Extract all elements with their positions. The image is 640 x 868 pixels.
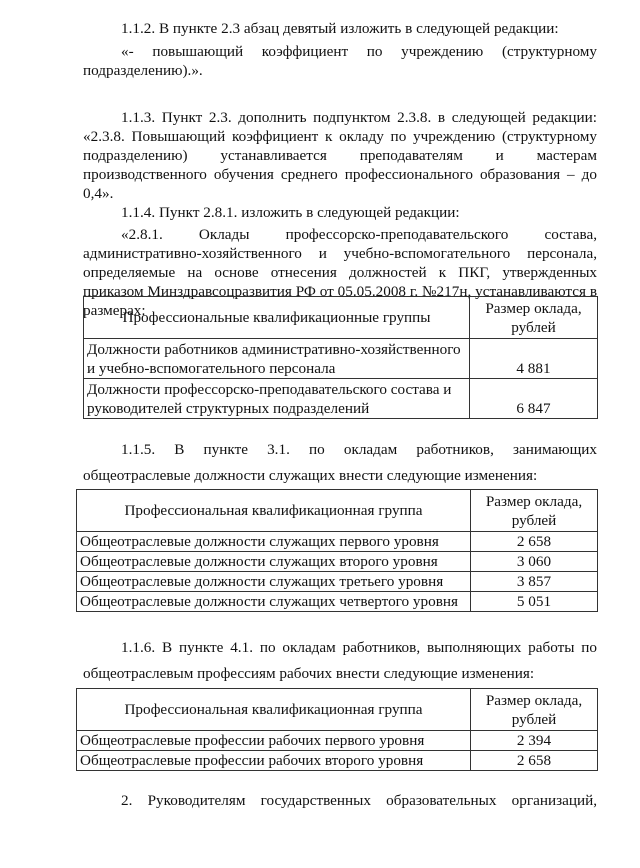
table-header-row xyxy=(77,689,598,731)
table-row xyxy=(77,532,598,552)
table-row xyxy=(77,731,598,751)
paragraph-1-1-4: 1.1.4. Пункт 2.8.1. изложить в следующей редакции: xyxy=(121,204,460,221)
row-value: 5 051 xyxy=(471,592,598,612)
row-name: Общеотраслевые профессии рабочих первого уровня xyxy=(77,731,471,751)
row-name: Общеотраслевые должности служащих второго уровня xyxy=(77,552,471,572)
table-header-row xyxy=(77,490,598,532)
row-value: 2 658 xyxy=(471,751,598,771)
header-group: Профессиональная квалификационная группа xyxy=(77,490,471,532)
paragraph-1-1-5: 1.1.5. В пункте 3.1. по окладам работников, занимающих общеотраслевые должности служащих внести следующие изменения: xyxy=(83,441,597,484)
table-row xyxy=(77,592,598,612)
paragraph-1-1-3: 1.1.3. Пункт 2.3. дополнить подпунктом 2.3.8. в следующей редакции: «2.3.8. Повышающий коэффициент к окладу по учреждению (структурному подразделению) устанавливается преподавателям и мастерам производственного обучения среднего профессионального образования – до 0,4». xyxy=(83,109,597,202)
table-row xyxy=(84,339,598,379)
table-row xyxy=(84,379,598,419)
row-value: 2 658 xyxy=(471,532,598,552)
header-salary: Размер оклада, рублей xyxy=(471,490,598,532)
table-row xyxy=(77,552,598,572)
header-group: Профессиональная квалификационная группа xyxy=(77,689,471,731)
paragraph-2: 2. Руководителям государственных образовательных организаций, xyxy=(121,792,597,809)
table-salaries-academic xyxy=(83,296,598,419)
row-name: Общеотраслевые должности служащих четвертого уровня xyxy=(77,592,471,612)
paragraph-1-1-2: 1.1.2. В пункте 2.3 абзац девятый изложить в следующей редакции: xyxy=(121,20,559,37)
row-value: 3 857 xyxy=(471,572,598,592)
table-salaries-employees xyxy=(76,489,598,612)
row-value: 4 881 xyxy=(470,339,598,379)
row-name: Должности работников административно-хозяйственного и учебно-вспомогательного персонала xyxy=(84,339,470,379)
paragraph-quote-coefficient: «- повышающий коэффициент по учреждению (структурному подразделению).». xyxy=(83,43,597,79)
paragraph-1-1-6: 1.1.6. В пункте 4.1. по окладам работников, выполняющих работы по общеотраслевым профессиям рабочих внести следующие изменения: xyxy=(83,639,597,682)
row-name: Общеотраслевые должности служащих первого уровня xyxy=(77,532,471,552)
row-name: Общеотраслевые должности служащих третьего уровня xyxy=(77,572,471,592)
table-salaries-workers xyxy=(76,688,598,771)
row-name: Должности профессорско-преподавательского состава и руководителей структурных подразделений xyxy=(84,379,470,419)
table-row xyxy=(77,572,598,592)
table-row xyxy=(77,751,598,771)
table-header-row xyxy=(84,297,598,339)
header-salary: Размер оклада, рублей xyxy=(471,689,598,731)
row-value: 6 847 xyxy=(470,379,598,419)
row-value: 2 394 xyxy=(471,731,598,751)
header-salary: Размер оклада, рублей xyxy=(470,297,598,339)
row-name: Общеотраслевые профессии рабочих второго уровня xyxy=(77,751,471,771)
paragraph-2-8-1: «2.8.1. Оклады профессорско-преподавательского состава, административно-хозяйственного и учебно-вспомогательного персонала, определяемые на основе отнесения должностей к ПКГ, утвержденных приказом Минздравсоцразвития РФ от 05.05.2008 г. №217н, устанавливаются в размерах: xyxy=(83,226,597,319)
header-group: Профессиональные квалификационные группы xyxy=(84,297,470,339)
row-value: 3 060 xyxy=(471,552,598,572)
